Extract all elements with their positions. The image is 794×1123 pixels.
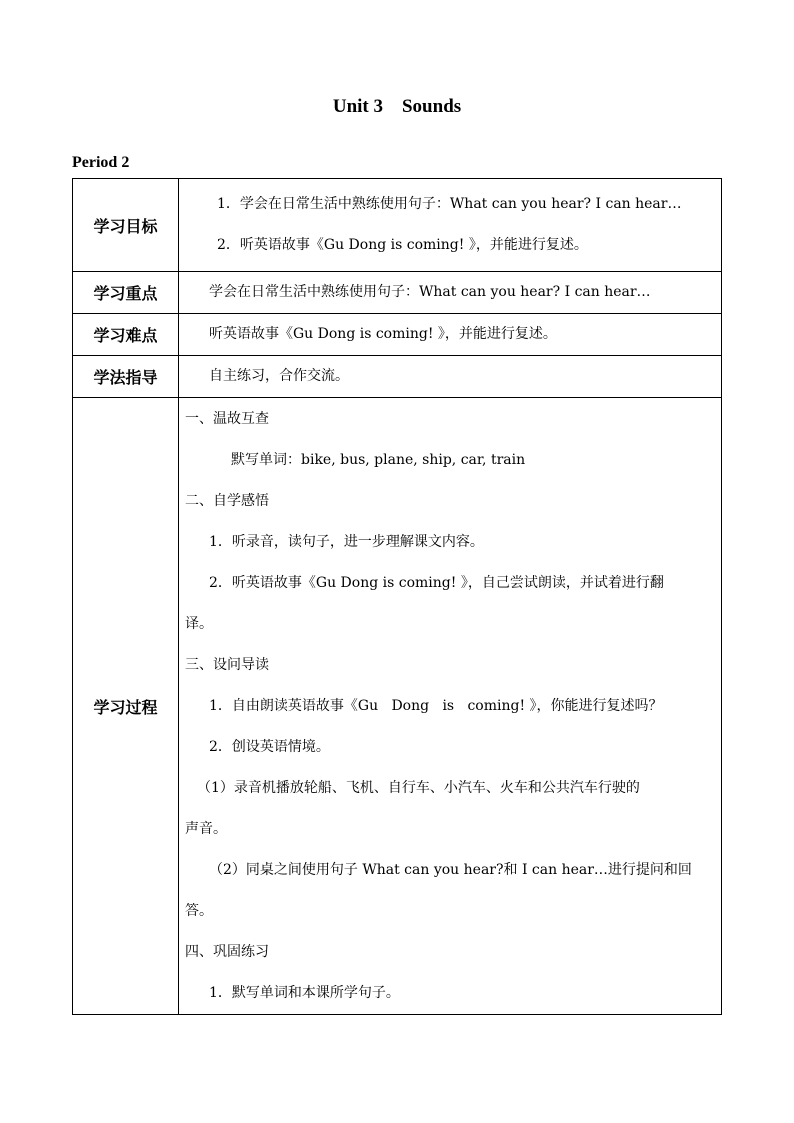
row-learning-goals [73,179,722,272]
row-learning-process [73,398,722,1015]
label-learning-goals: 学习目标 [73,179,179,272]
section-2-line-2b: 译。 [185,616,213,632]
label-difficulties: 学习难点 [73,314,179,356]
section-3-line-3b: 声音。 [185,821,227,837]
label-key-points: 学习重点 [73,272,179,314]
goal-line-2: 2．听英语故事《Gu Dong is coming! 》，并能进行复述。 [217,237,588,253]
content-difficulties [179,314,722,356]
section-4-line-1: 1．默写单词和本课所学句子。 [209,985,400,1001]
content-study-method [179,356,722,398]
section-3-line-1: 1．自由朗读英语故事《Gu Dong is coming! 》，你能进行复述吗？ [209,698,663,714]
study-method-text: 自主练习，合作交流。 [209,368,349,384]
section-3-heading: 三、设问导读 [185,657,269,673]
row-study-method [73,356,722,398]
content-learning-goals [179,179,722,272]
section-4-heading: 四、巩固练习 [185,944,269,960]
content-learning-process [179,398,722,1015]
section-3-line-4a: （2）同桌之间使用句子 What can you hear?和 I can hear…进行提问和回 [209,862,692,878]
difficulties-text: 听英语故事《Gu Dong is coming! 》，并能进行复述。 [209,326,557,342]
section-3-line-3a: （1）录音机播放轮船、飞机、自行车、小汽车、火车和公共汽车行驶的 [197,780,640,796]
key-points-text: 学会在日常生活中熟练使用句子：What can you hear? I can hear… [209,284,651,300]
row-key-points [73,272,722,314]
content-key-points [179,272,722,314]
document-title: Unit 3 Sounds [332,96,462,117]
section-3-line-4b: 答。 [185,903,213,919]
label-learning-process: 学习过程 [73,398,179,1015]
row-difficulties [73,314,722,356]
section-2-line-2a: 2．听英语故事《Gu Dong is coming! 》，自己尝试朗读，并试着进行翻 [209,575,664,591]
label-study-method: 学法指导 [73,356,179,398]
section-2-line-1: 1．听录音，读句子，进一步理解课文内容。 [209,534,484,550]
section-3-line-2: 2．创设英语情境。 [209,739,330,755]
lesson-plan-table [72,178,722,1015]
period-label: Period 2 [72,154,130,171]
section-1-line: 默写单词：bike, bus, plane, ship, car, train [231,452,526,468]
goal-line-1: 1．学会在日常生活中熟练使用句子：What can you hear? I can hear… [217,196,682,212]
section-2-heading: 二、自学感悟 [185,493,269,509]
section-1-heading: 一、温故互查 [185,411,269,427]
